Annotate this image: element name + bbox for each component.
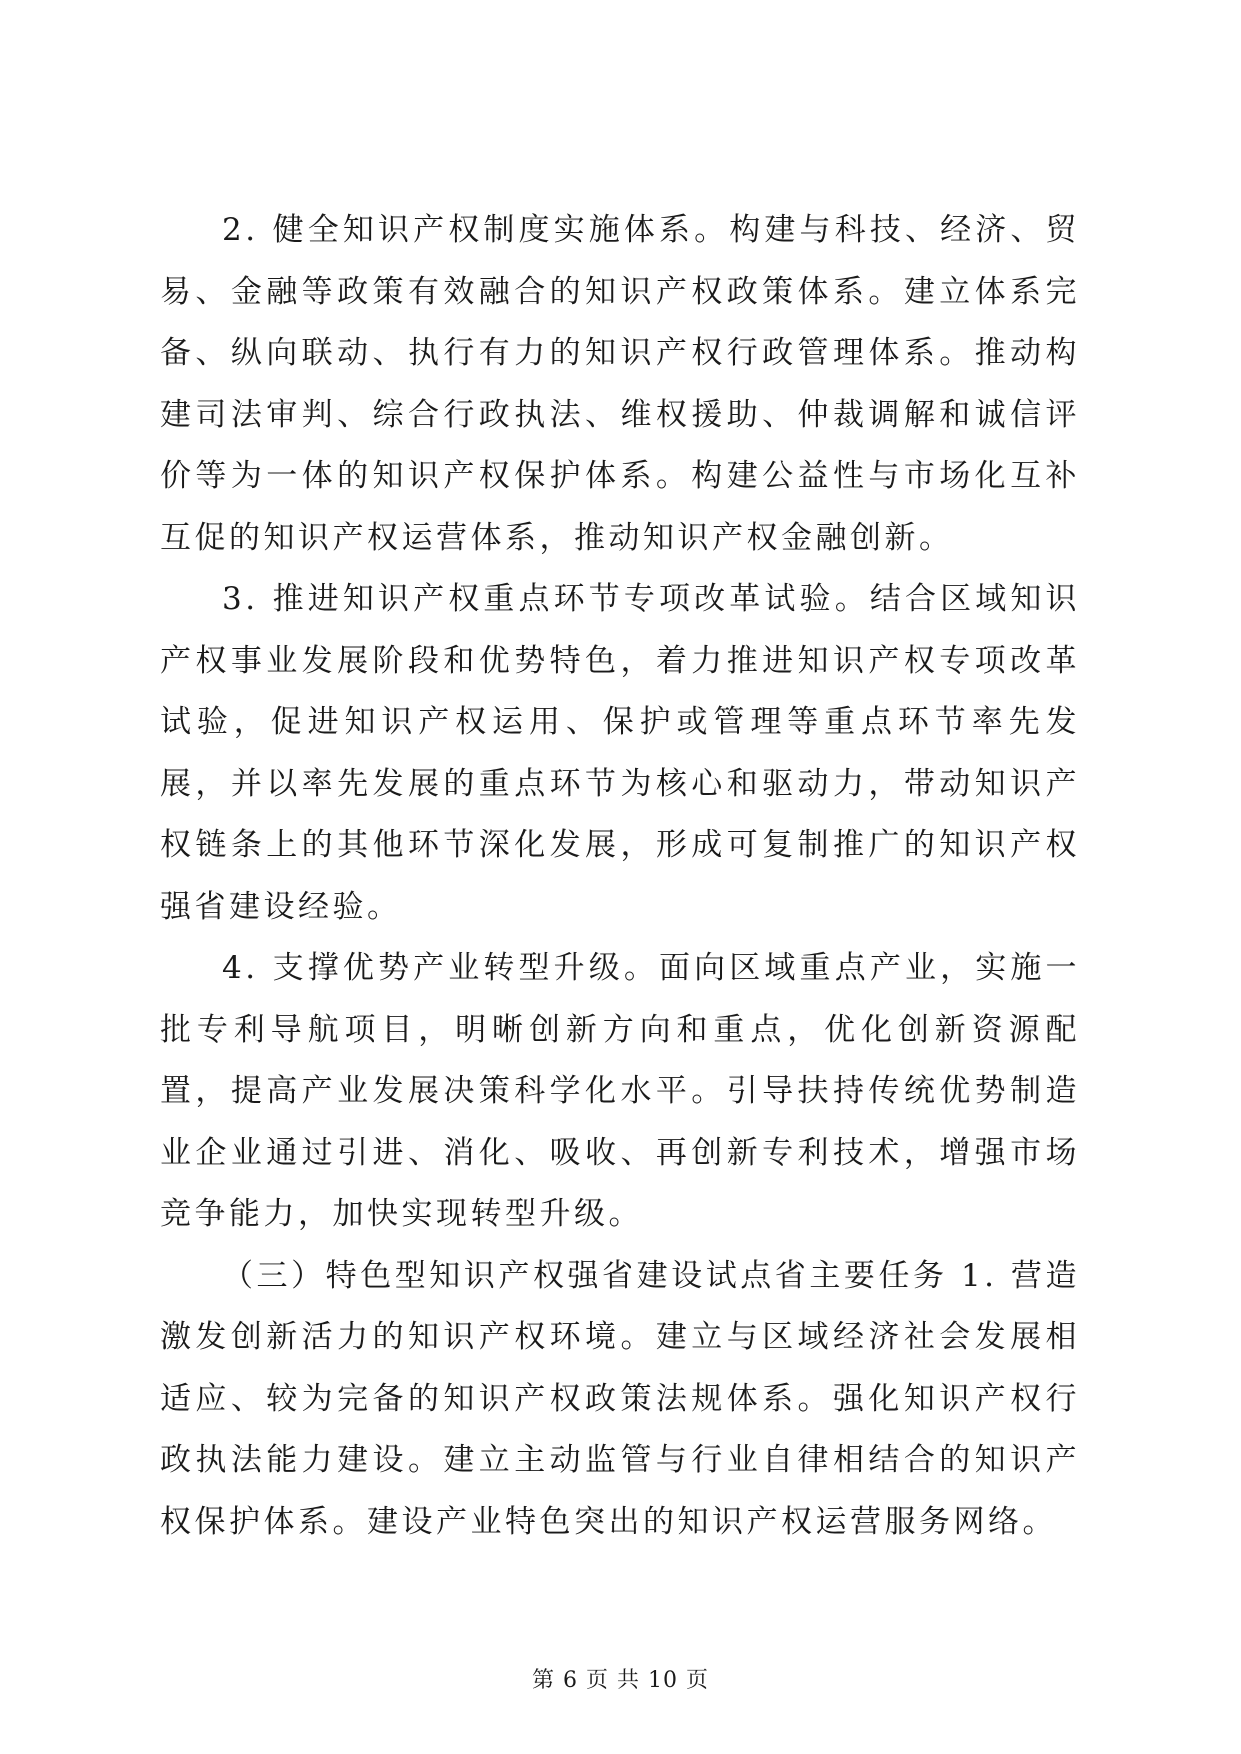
paragraph-2: 3. 推进知识产权重点环节专项改革试验。结合区域知识产权事业发展阶段和优势特色，着力推进知识产权专项改革试验，促进知识产权运用、保护或管理等重点环节率先发展，并以率先发展的重点环节为核心和驱动力，带动知识产权链条上的其他环节深化发展，形成可复制推广的知识产权强省建设经验。	[160, 581, 1080, 925]
paragraph-4: （三）特色型知识产权强省建设试点省主要任务 1. 营造激发创新活力的知识产权环境。建立与区域经济社会发展相适应、较为完备的知识产权政策法规体系。强化知识产权行政执法能力建设。建立主动监管与行业自律相结合的知识产权保护体系。建设产业特色突出的知识产权运营服务网络。	[160, 1257, 1080, 1540]
page-number: 第 6 页 共 10 页	[532, 1668, 709, 1693]
paragraph-3: 4. 支撑优势产业转型升级。面向区域重点产业，实施一批专利导航项目，明晰创新方向和重点，优化创新资源配置，提高产业发展决策科学化水平。引导扶持传统优势制造业企业通过引进、消化、吸收、再创新专利技术，增强市场竞争能力，加快实现转型升级。	[160, 950, 1080, 1232]
document-body	[160, 200, 1080, 1553]
paragraph-1: 2. 健全知识产权制度实施体系。构建与科技、经济、贸易、金融等政策有效融合的知识产权政策体系。建立体系完备、纵向联动、执行有力的知识产权行政管理体系。推动构建司法审判、综合行政执法、维权援助、仲裁调解和诚信评价等为一体的知识产权保护体系。构建公益性与市场化互补互促的知识产权运营体系，推动知识产权金融创新。	[160, 212, 1080, 556]
